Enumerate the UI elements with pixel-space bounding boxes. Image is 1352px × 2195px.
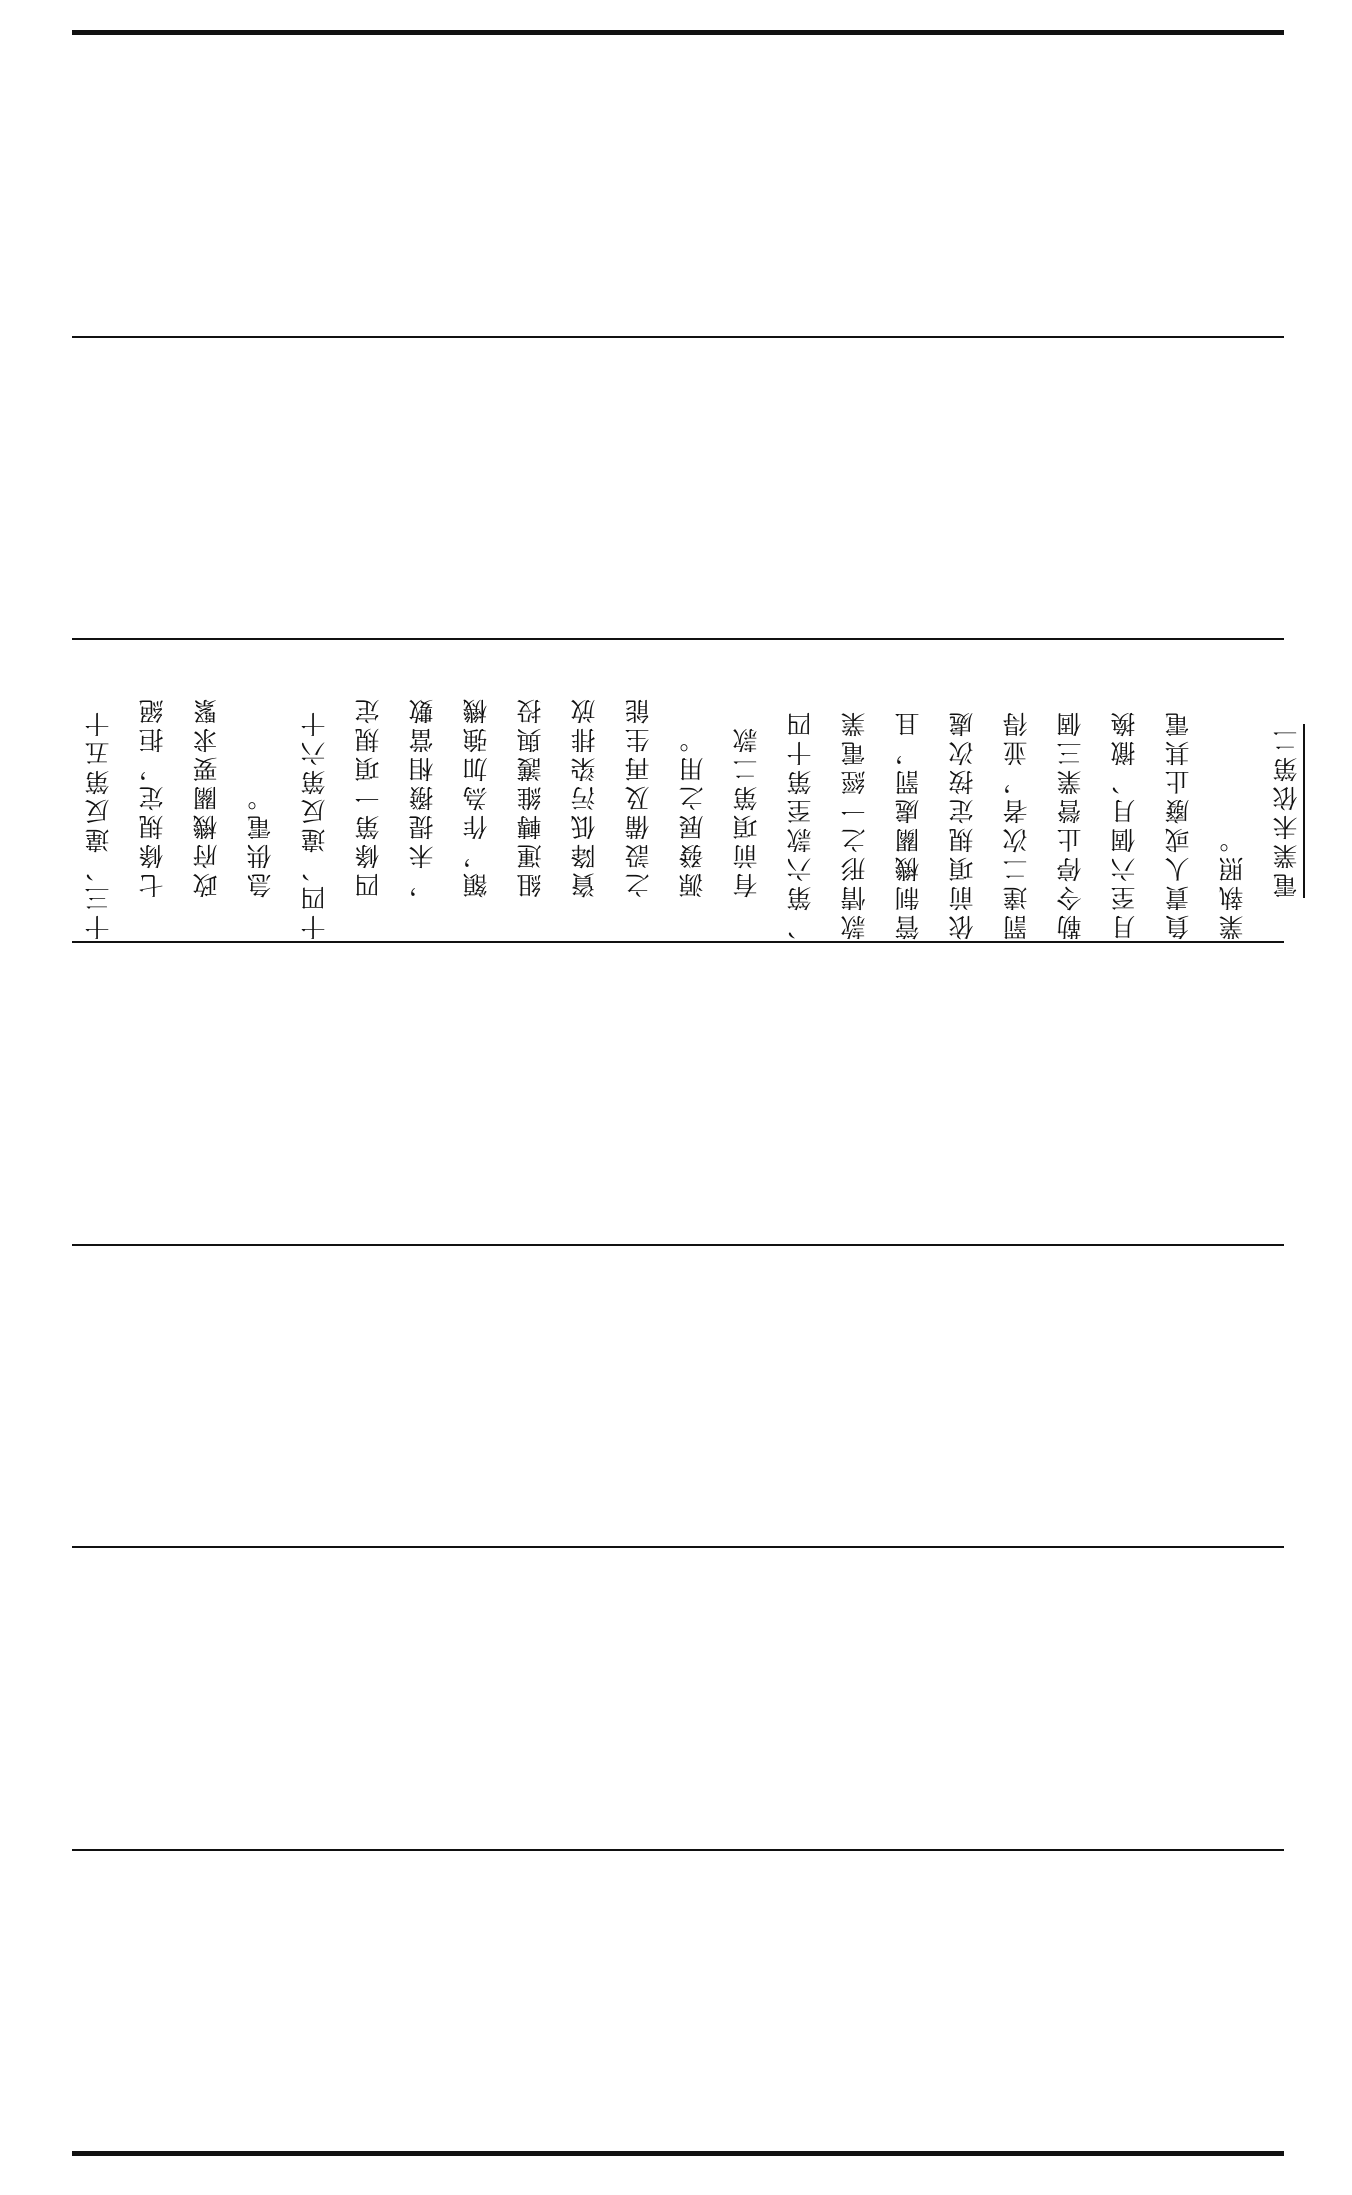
text-column: 源發展之用。 xyxy=(678,724,707,898)
text-column: 、第六款至第十四 xyxy=(786,708,815,940)
table-bottom-border xyxy=(72,2151,1284,2156)
text-column: 之設備及再生能 xyxy=(624,695,653,898)
text-column: 組運轉維護與投 xyxy=(516,695,545,898)
text-column: 業執照。 xyxy=(1218,824,1247,940)
text-column: 罰達二次者，並得 xyxy=(1002,708,1031,940)
text-column: ，未提撥相當數 xyxy=(408,695,437,898)
text-column: 急供電。 xyxy=(246,782,275,898)
text-column: 政府機關要求緊 xyxy=(192,695,221,898)
text-column: 十三、違反第五十 xyxy=(84,708,113,940)
text-column: 款情形之一經電業 xyxy=(840,708,869,940)
text-column: 十四、違反第六十 xyxy=(300,708,329,940)
text-column: 七條規定，拒絕 xyxy=(138,695,167,898)
text-column: 資降低污染排放 xyxy=(570,695,599,898)
text-column: 負責人或廢止其電 xyxy=(1164,708,1193,940)
text-column: 有前項第二款 xyxy=(732,724,761,898)
text-column: 依前項規定按次處 xyxy=(948,708,977,940)
table-cell-text xyxy=(72,640,1301,940)
text-column-underlined: 電業未依第二 xyxy=(1272,724,1301,898)
table-row-divider-6 xyxy=(72,1849,1284,1851)
table-row-divider-3 xyxy=(72,941,1284,943)
text-column: 額，作為加強機 xyxy=(462,695,491,898)
text-column: 管制機關處罰，且 xyxy=(894,708,923,940)
text-column: 四條第一項規定 xyxy=(354,695,383,898)
text-column: 勒令停止營業三個 xyxy=(1056,708,1085,940)
text-column: 月至六個月、撤換 xyxy=(1110,708,1139,940)
table-row-divider-5 xyxy=(72,1546,1284,1548)
table-row-divider-1 xyxy=(72,336,1284,338)
table-row-divider-4 xyxy=(72,1244,1284,1246)
table-top-border xyxy=(72,30,1284,35)
